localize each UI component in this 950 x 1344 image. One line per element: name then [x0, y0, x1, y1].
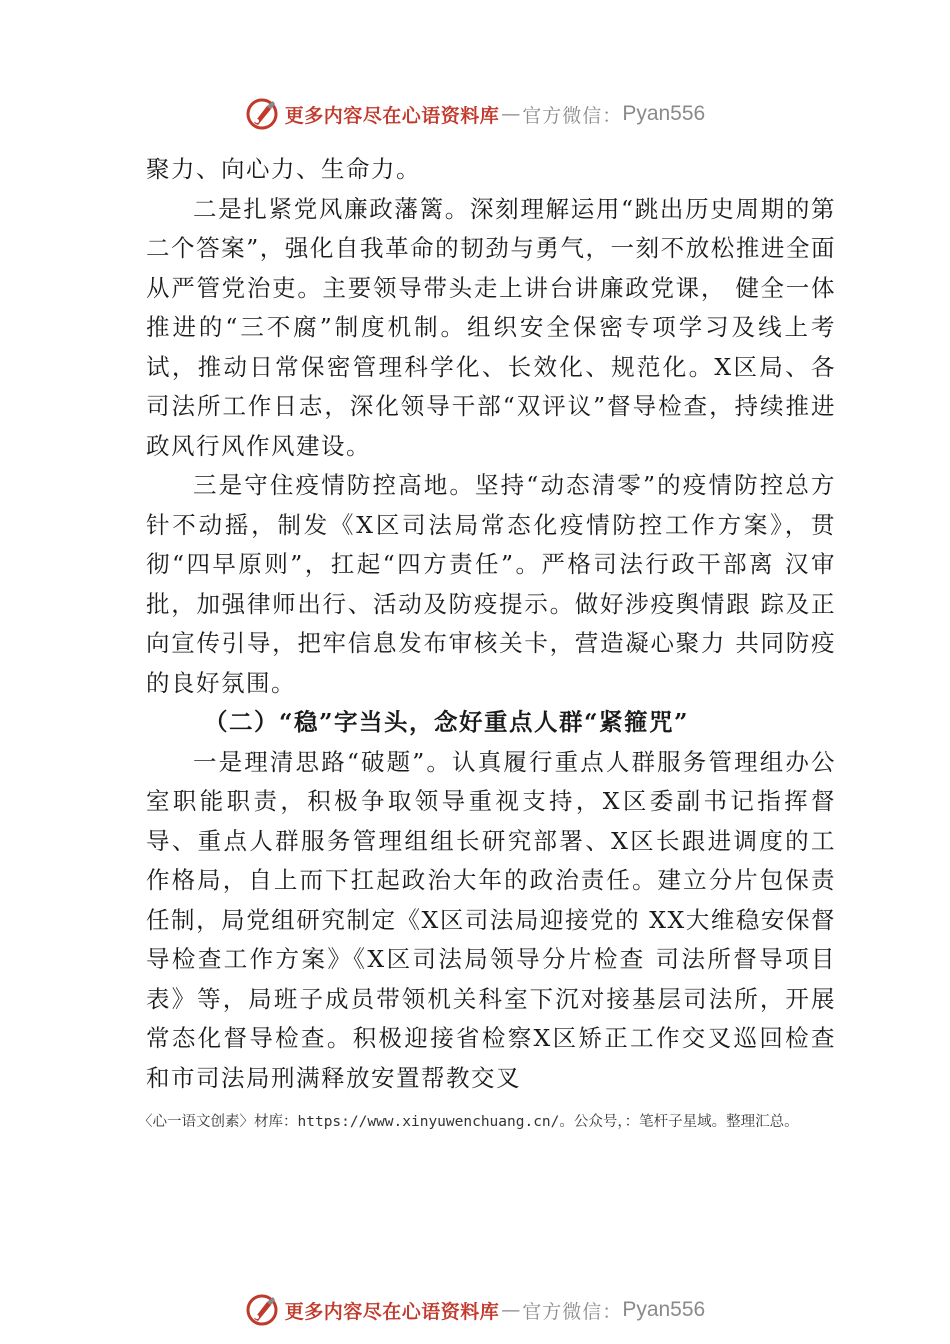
banner-separator: —: [501, 103, 521, 125]
paragraph-continuation: 聚力、向心力、生命力。: [146, 155, 421, 183]
banner-main-text: 更多内容尽在心语资料库: [284, 104, 500, 127]
pen-nib-logo-icon: [245, 1293, 279, 1327]
banner-wechat-label: 官方微信：: [522, 1300, 623, 1323]
banner-wechat-id: Pyan556: [622, 102, 706, 125]
pen-nib-logo-icon: [245, 97, 279, 131]
banner-separator: —: [501, 1299, 521, 1321]
banner-wechat-id: Pyan556: [622, 1298, 706, 1321]
paragraph-integrity: 二是扎紧党风廉政藩篱。深刻理解运用“跳出历史周期的第二个答案”，强化自我革命的韧劲与勇气，一刻不放松推进全面从严管党治吏。主要领导带头走上讲台讲廉政党课， 健全一体推进的“三不腐”制度机制。组织安全保密专项学习及线上考试，推动日常保密管理科学化、长效化、规范化。X区局、各司法所工作日志，深化领导干部“双评议”督导检查，持续推进政风行风作风建设。: [146, 194, 836, 460]
source-footnote: 〈心一语文创素〉材库：https://www.xinyuwenchuang.cn/。公众号，：笔杆子星域。整理汇总。: [138, 1114, 799, 1130]
paragraph-epidemic: 三是守住疫情防控高地。坚持“动态清零”的疫情防控总方针不动摇，制发《X区司法局常态化疫情防控工作方案》，贯彻“四早原则”，扛起“四方责任”。严格司法行政干部离 汉审批，加强律师出行、活动及防疫提示。做好涉疫舆情跟 踪及正向宣传引导，把牢信息发布审核关卡，营造凝心聚力 共同防疫的良好氛围。: [146, 471, 836, 697]
banner-wechat-label: 官方微信：: [522, 104, 623, 127]
document-body: [146, 150, 836, 1098]
banner-main-text: 更多内容尽在心语资料库: [284, 1300, 500, 1323]
header-watermark-banner: [0, 94, 950, 134]
footer-watermark-banner: [0, 1290, 950, 1330]
section-heading: （二）“稳”字当头，念好重点人群“紧箍咒”: [204, 708, 690, 736]
paragraph-key-groups: 一是理清思路“破题”。认真履行重点人群服务管理组办公室职能职责，积极争取领导重视支持，X区委副书记指挥督导、重点人群服务管理组组长研究部署、X区长跟进调度的工作格局，自上而下扛起政治大年的政治责任。建立分片包保责任制，局党组研究制定《X区司法局迎接党的 XX大维稳安保督导检查工作方案》《X区司法局领导分片检查 司法所督导项目表》等，局班子成员带领机关科室下沉对接基层司法所，开展常态化督导检查。积极迎接省检察X区矫正工作交叉巡回检查和市司法局刑满释放安置帮教交叉: [146, 747, 836, 1092]
